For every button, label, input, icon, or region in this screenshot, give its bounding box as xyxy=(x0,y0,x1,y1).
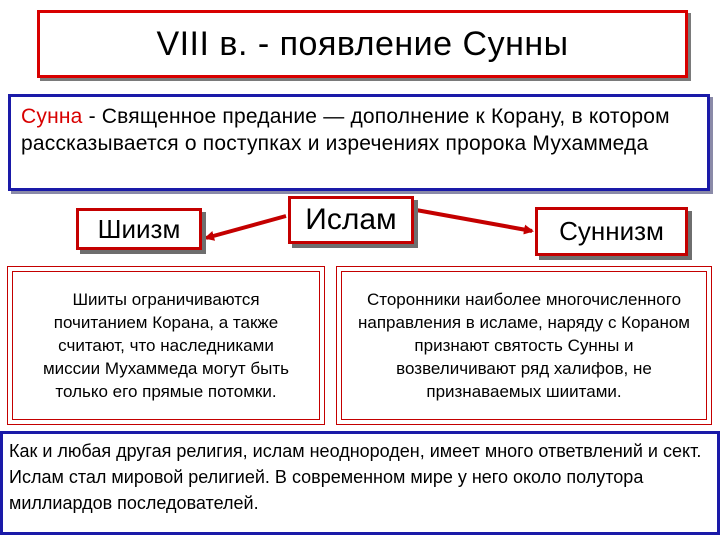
shiism-label-box xyxy=(76,208,202,250)
islam-label: Ислам xyxy=(305,203,397,236)
definition-body: - Священное предание — дополнение к Корану, в котором рассказывается о поступках и изречениях пророка Мухаммеда xyxy=(21,105,670,155)
arrow-to-sunnism xyxy=(416,210,532,231)
sunnism-label-box xyxy=(535,207,688,256)
note-box xyxy=(0,431,720,535)
page-title: VIII в. - появление Сунны xyxy=(156,24,569,63)
sunnism-description: Сторонники наиболее многочисленного направления в исламе, наряду с Кораном признают святость Сунны и возвеличивают ряд халифов, не признаваемых шиитами. xyxy=(358,290,690,401)
islam-label-box xyxy=(288,196,414,244)
shiism-description-box xyxy=(7,266,325,425)
definition-term: Сунна xyxy=(21,105,83,128)
shiism-label: Шиизм xyxy=(97,213,181,244)
sunnism-description-box xyxy=(336,266,712,425)
note-text: Как и любая другая религия, ислам неоднороден, имеет много ответвлений и сект. Ислам стал мировой религией. В современном мире у него около полутора миллиардов последователей. xyxy=(9,441,702,513)
sunnism-label: Суннизм xyxy=(559,216,664,246)
shiism-description: Шииты ограничиваются почитанием Корана, а также считают, что наследниками миссии Мухаммеда могут быть только его прямые потомки. xyxy=(42,290,290,401)
arrow-to-shiism xyxy=(206,216,286,238)
